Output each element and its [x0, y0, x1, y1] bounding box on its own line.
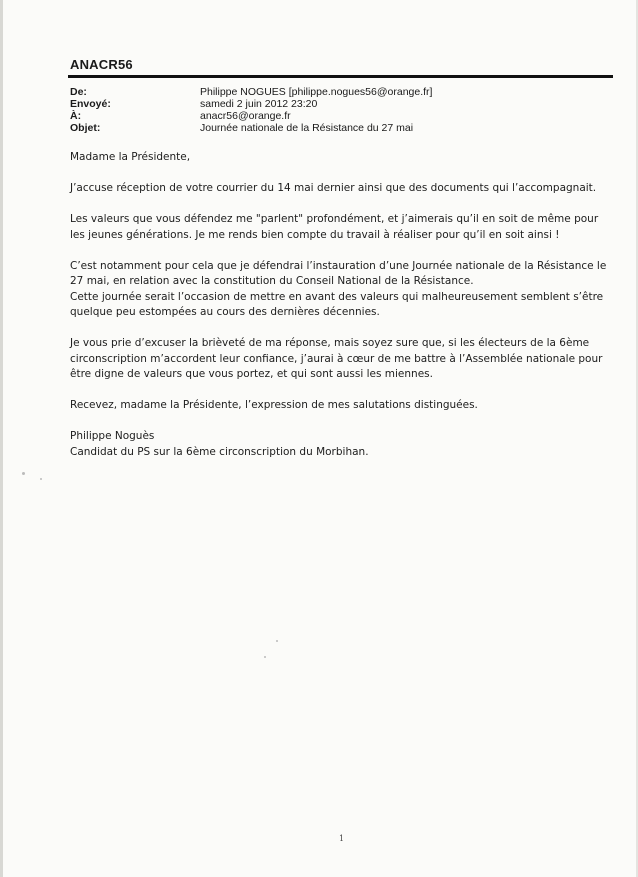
- paragraph-commitment: Je vous prie d’excuser la brièveté de ma réponse, mais soyez sure que, si les électeurs de la 6ème circonscription m’accordent leur confiance, j’aurai à cœur de me battre à l’Assemblée nationale pour être digne de valeurs que vous portez, et qui sont aussi les miennes.: [70, 337, 603, 380]
- scan-left-edge: [0, 0, 3, 877]
- paragraph-closing: Recevez, madame la Présidente, l’expression de mes salutations distinguées.: [70, 399, 478, 411]
- scan-speck: [264, 656, 266, 658]
- header-subject-row: [70, 122, 432, 134]
- header-to-value: anacr56@orange.fr: [200, 110, 291, 122]
- scan-speck: [40, 478, 42, 480]
- header-sent-row: [70, 98, 432, 110]
- paragraph-journee-nationale: C’est notamment pour cela que je défendrai l’instauration d’une Journée nationale de la Résistance le 27 mai, en relation avec la constitution du Conseil National de la Résistance.: [70, 259, 607, 287]
- header-to-row: [70, 110, 432, 122]
- header-to-label: À:: [70, 110, 82, 122]
- header-sent-label: Envoyé:: [70, 98, 111, 110]
- letter-body: [70, 150, 610, 460]
- header-subject-label: Objet:: [70, 122, 101, 134]
- scan-speck: [22, 472, 25, 475]
- signature-title: Candidat du PS sur la 6ème circonscription du Morbihan.: [70, 445, 369, 458]
- header-from-label: De:: [70, 86, 87, 98]
- salutation: Madame la Présidente,: [70, 151, 191, 163]
- paragraph-values: Les valeurs que vous défendez me "parlent" profondément, et j’aimerais qu’il en soit de même pour les jeunes générations. Je me rends bien compte du travail à réaliser pour qu’il en soit ainsi !: [70, 213, 599, 241]
- header-rule: [68, 75, 613, 78]
- header-from-row: [70, 86, 432, 98]
- signature-name: Philippe Noguès: [70, 430, 155, 442]
- paragraph-journee-occasion: Cette journée serait l’occasion de mettre en avant des valeurs qui malheureusement semblent s’être quelque peu estompées au cours des dernières décennies.: [70, 290, 604, 318]
- email-headers: [70, 86, 432, 134]
- scan-speck: [276, 640, 278, 642]
- header-sent-value: samedi 2 juin 2012 23:20: [200, 98, 318, 110]
- header-from-value: Philippe NOGUES [philippe.nogues56@orange.fr]: [200, 86, 433, 98]
- header-subject-value: Journée nationale de la Résistance du 27 mai: [200, 122, 414, 134]
- page-number: 1: [339, 834, 345, 843]
- sender-org-title: ANACR56: [70, 57, 133, 72]
- paragraph-acknowledgement: J’accuse réception de votre courrier du 14 mai dernier ainsi que des documents qui l’accompagnait.: [70, 182, 597, 194]
